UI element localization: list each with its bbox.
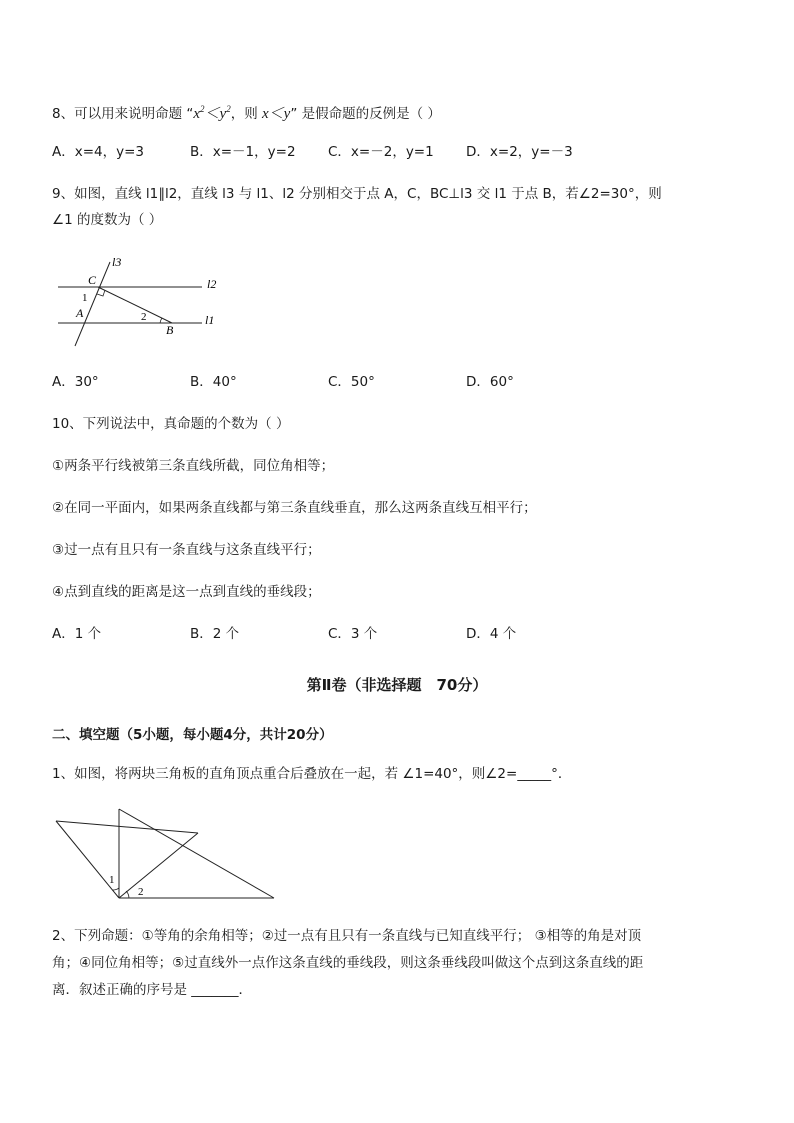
angle-2-arc [160, 318, 162, 323]
q10-option-d[interactable]: D．4 个 [466, 626, 517, 642]
label-l3: l3 [112, 255, 122, 269]
q9-option-c[interactable]: C．50° [328, 374, 375, 390]
angle-1-arc [112, 888, 119, 890]
q10-statement-1: ①两条平行线被第三条直线所截，同位角相等； [52, 458, 335, 474]
q10-statement-3: ③过一点有且只有一条直线与这条直线平行； [52, 542, 321, 558]
q8-option-a[interactable]: A．x=4，y=3 [52, 144, 145, 160]
q8-expr-1: $x^2<y^2$ [193, 104, 231, 122]
q8-option-b[interactable]: B．x=－1，y=2 [190, 144, 296, 160]
q8-expr-2: x＜y [262, 106, 291, 122]
label-angle-2: 2 [141, 311, 147, 323]
q9-option-d[interactable]: D．60° [466, 374, 514, 390]
label-angle-2: 2 [138, 886, 144, 898]
label-angle-1: 1 [82, 292, 88, 304]
q9-option-a[interactable]: A．30° [52, 374, 99, 390]
label-a: A [76, 306, 84, 320]
angle-2-arc [126, 891, 129, 898]
q9-stem-line1: 9、如图，直线 l1∥l2，直线 l3 与 l1、l2 分别相交于点 A，C，BC⊥l3 交 l1 于点 B，若∠2=30°，则 [52, 186, 662, 202]
q9-option-b[interactable]: B．40° [190, 374, 237, 390]
q9-stem-line2: ∠1 的度数为（ ） [52, 212, 163, 228]
label-l1: l1 [205, 313, 215, 327]
q10-option-a[interactable]: A．1 个 [52, 626, 102, 642]
q10-stem: 10、下列说法中，真命题的个数为（ ） [52, 416, 290, 432]
triangle2-hypotenuse [119, 809, 274, 898]
q10-option-c[interactable]: C．3 个 [328, 626, 378, 642]
q10-statement-2: ②在同一平面内，如果两条直线都与第三条直线垂直，那么这两条直线互相平行； [52, 500, 537, 516]
triangle1-right [119, 833, 198, 898]
q9-figure [50, 250, 230, 350]
q8-option-c[interactable]: C．x=－2，y=1 [328, 144, 434, 160]
q8-stem: 8、可以用来说明命题 “$x^2<y^2$，则 x＜y” 是假命题的反例是（ ） [52, 104, 441, 122]
label-c: C [88, 273, 97, 287]
label-angle-1: 1 [109, 874, 115, 886]
label-b: B [166, 323, 174, 337]
triangle1-left [56, 821, 119, 898]
part2-title: 第Ⅱ卷（非选择题 70分） [306, 676, 488, 694]
fill2-line1: 2、下列命题：①等角的余角相等；②过一点有且只有一条直线与已知直线平行； ③相等的角是对顶 [52, 928, 642, 944]
q10-option-b[interactable]: B．2 个 [190, 626, 240, 642]
fill2-line3: 离．叙述正确的序号是 _______． [52, 982, 253, 998]
segment-bc [98, 287, 172, 323]
fill1-figure [50, 805, 280, 905]
section-heading: 二、填空题（5小题，每小题4分，共计20分） [52, 727, 333, 743]
fill2-line2: 角；④同位角相等；⑤过直线外一点作这条直线的垂线段，则这条垂线段叫做这个点到这条直线的距 [52, 955, 644, 971]
label-l2: l2 [207, 277, 217, 291]
q10-statement-4: ④点到直线的距离是这一点到直线的垂线段； [52, 584, 321, 600]
triangle1-top [56, 821, 198, 833]
q8-option-d[interactable]: D．x=2，y=－3 [466, 144, 573, 160]
fill1-stem: 1、如图，将两块三角板的直角顶点重合后叠放在一起，若 ∠1=40°，则∠2=_____°． [52, 766, 572, 782]
